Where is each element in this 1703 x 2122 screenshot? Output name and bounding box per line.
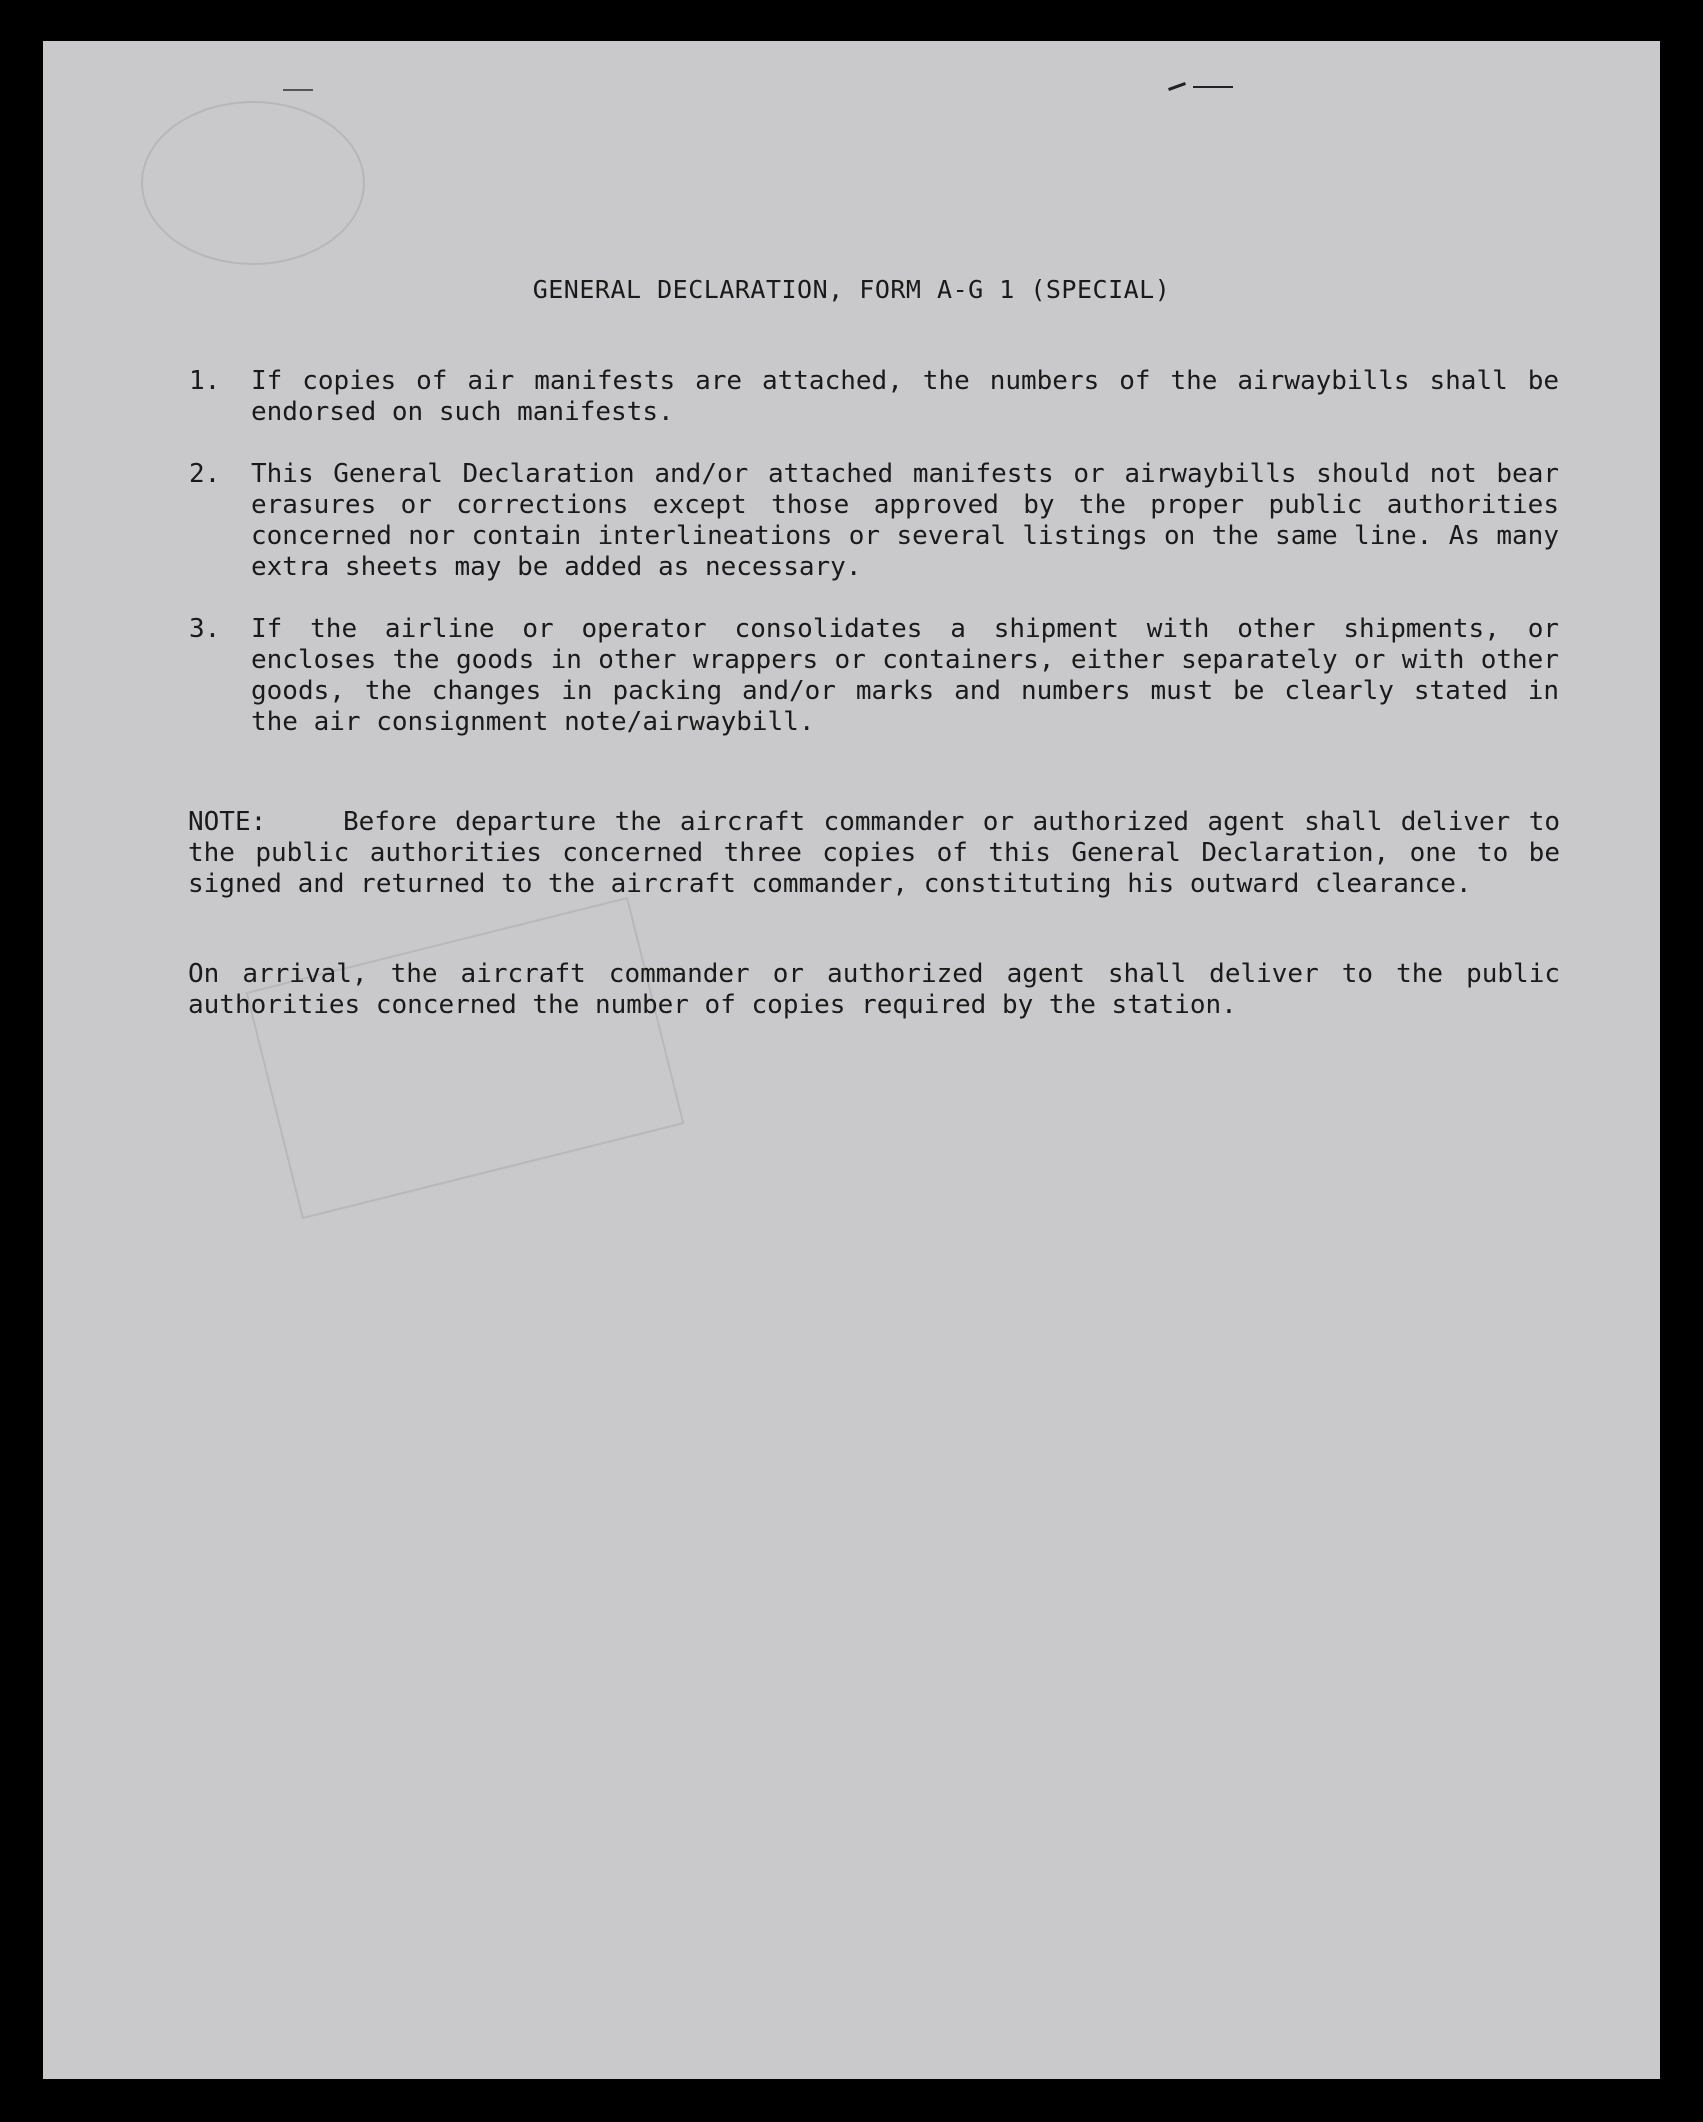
list-item-number: 2. (189, 459, 221, 489)
arrival-paragraph: On arrival, the aircraft commander or authorized agent shall deliver to the public authorities concerned the number of copies required by the station. (188, 959, 1560, 1020)
list-item-text: If copies of air manifests are attached, the numbers of the airwaybills shall be endorsed on such manifests. (251, 366, 1559, 427)
list-item-number: 3. (189, 614, 221, 644)
handwritten-mark (283, 89, 313, 91)
handwritten-mark (1168, 82, 1186, 91)
list-item-number: 1. (189, 366, 221, 396)
document-title: GENERAL DECLARATION, FORM A-G 1 (SPECIAL) (532, 275, 1171, 304)
list-item-text: This General Declaration and/or attached manifests or airwaybills should not bear erasures or corrections except those approved by the proper public authorities concerned nor contain interlineations or several listings on the same line. As many extra sheets may be added as necessary. (251, 459, 1559, 582)
handwritten-mark (1193, 86, 1233, 88)
list-item-text: If the airline or operator consolidates a shipment with other shipments, or encloses the goods in other wrappers or containers, either separately or with other goods, the changes in packing and/or marks and numbers must be clearly stated in the air consignment note/airwaybill. (251, 614, 1559, 737)
note-paragraph (188, 807, 1560, 900)
faded-receipt-stamp (246, 897, 685, 1219)
document-page (43, 41, 1660, 2079)
note-label: NOTE: (188, 807, 267, 837)
note-text: Before departure the aircraft commander or authorized agent shall deliver to the public authorities concerned three copies of this General Declaration, one to be signed and returned to the aircraft commander, constituting his outward clearance. (188, 807, 1560, 899)
faded-stamp-mark (141, 101, 365, 265)
